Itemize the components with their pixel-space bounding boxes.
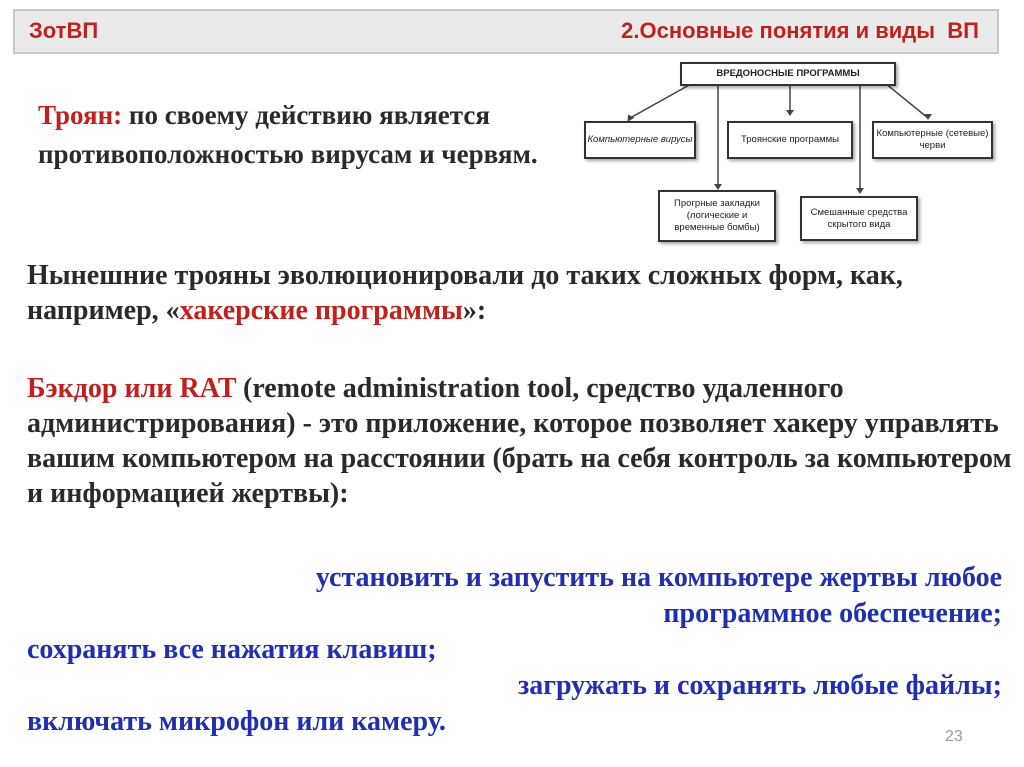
paragraph-backdoor [27, 371, 1017, 511]
page-number: 23 [945, 728, 963, 745]
para2-text: (remote administration tool, средство удаленного администрирования) - это приложение, которое позволяет хакеру управлять вашим компьютером на расстоянии (брать на себя контроль за компьютером и информацией жертвы): [27, 373, 1012, 509]
paragraph-evolution [27, 258, 1007, 328]
intro-paragraph [38, 96, 558, 174]
slide-header [13, 9, 999, 54]
intro-text: по своему действию является противоположностью вирусам и червям. [38, 100, 538, 169]
list-item-1b: программное обеспечение; [663, 598, 1002, 629]
diagram-worms-box: Компьютерные (сетевые) черви [872, 121, 993, 159]
list-item-2: сохранять все нажатия клавиш; [27, 634, 437, 665]
para2-term: Бэкдор или RAT [27, 373, 236, 404]
list-item-1a: установить и запустить на компьютере жертвы любое [315, 562, 1002, 593]
para1-text-after: »: [462, 295, 487, 326]
para1-highlight: хакерские программы [179, 295, 463, 326]
malware-diagram [580, 56, 1000, 250]
list-item-4: включать микрофон или камеру. [27, 706, 446, 737]
diagram-bookmarks-box: Прогрные закладки (логические и временные бомбы) [658, 190, 776, 242]
para1-text-before: Нынешние трояны эволюционировали до таких сложных форм, как, например, « [27, 260, 903, 326]
capabilities-list [27, 560, 1002, 740]
diagram-viruses-box: Компьютерные вирусы [584, 121, 696, 159]
diagram-root-box: ВРЕДОНОСНЫЕ ПРОГРАММЫ [680, 62, 896, 86]
intro-term: Троян: [38, 100, 123, 130]
list-item-3: загружать и сохранять любые файлы; [517, 670, 1002, 701]
header-left-title: ЗотВП [29, 18, 99, 43]
header-right-title: 2.Основные понятия и виды ВП [621, 18, 979, 43]
diagram-mixed-box: Смешанные средства скрытого вида [800, 196, 918, 241]
diagram-trojans-box: Троянские программы [727, 121, 853, 159]
